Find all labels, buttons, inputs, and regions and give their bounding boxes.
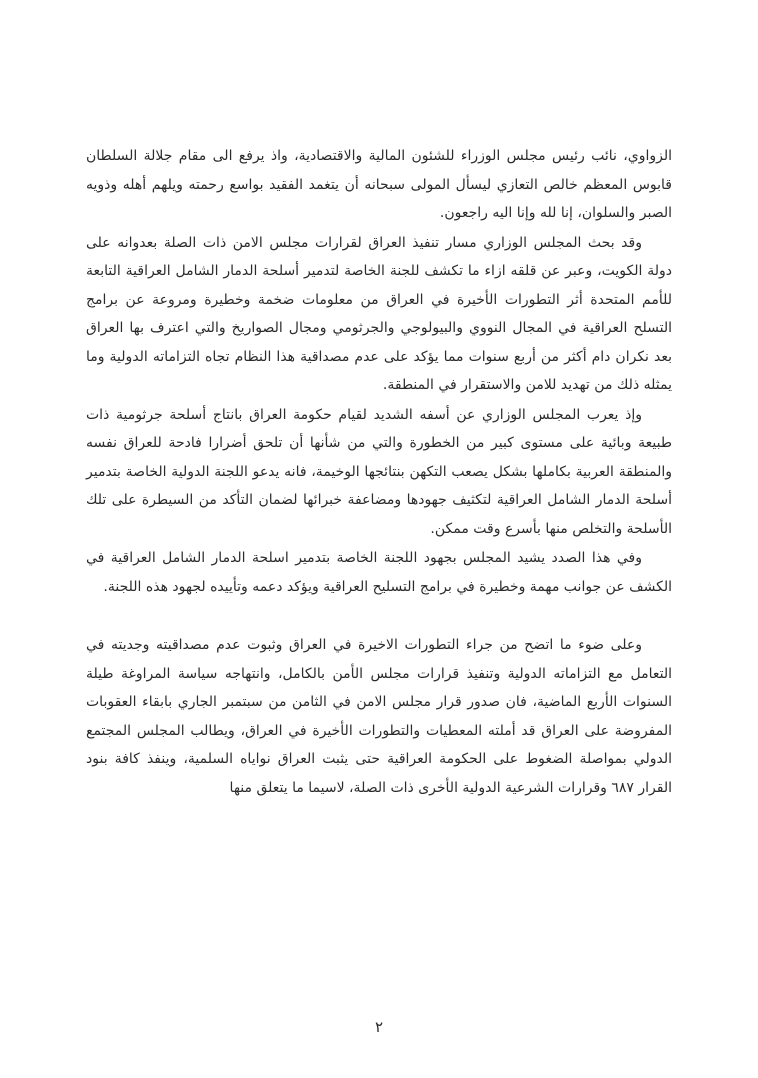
paragraph: وعلى ضوء ما اتضح من جراء التطورات الاخيرة في العراق وثبوت عدم مصداقيته وجديته في التعامل مع التزاماته الدولية وتنفيذ قرارات مجلس الأمن بالكامل، وانتهاجه سياسة المراوغة طيلة السنوات الأربع الماضية، فان صدور قرار مجلس الامن في الثامن من سبتمبر الجاري بابقاء العقوبات المفروضة على العراق قد أملته المعطيات والتطورات الأخيرة في العراق، ويطالب المجلس المجتمع الدولي بمواصلة الضغوط على الحكومة العراقية حتى يثبت العراق نواياه السلمية، وينفذ كافة بنود القرار ٦٨٧ وقرارات الشرعية الدولية الأخرى ذات الصلة، لاسيما ما يتعلق منها [86,637,672,796]
paragraph: وفي هذا الصدد يشيد المجلس بجهود اللجنة الخاصة بتدمير اسلحة الدمار الشامل العراقية في الكشف عن جوانب مهمة وخطيرة في برامج التسليح العراقية ويؤكد دعمه وتأييده لجهود هذه اللجنة. [86,550,672,595]
page-number: ٢ [374,1018,384,1036]
paragraph-continuation: الزواوي، نائب رئيس مجلس الوزراء للشئون المالية والاقتصادية، واذ يرفع الى مقام جلالة السلطان قابوس المعظم خالص التعازي ليسأل المولى سبحانه أن يتغمد الفقيد بواسع رحمته ويلهم أهله وذويه الصبر والسلوان، إنا لله وإنا اليه راجعون. [86,148,672,221]
paragraph: وإذ يعرب المجلس الوزاري عن أسفه الشديد لقيام حكومة العراق بانتاج أسلحة جرثومية ذات طبيعة وبائية على مستوى كبير من الخطورة والتي من شأنها أن تلحق أضرارا فادحة للعراق نفسه والمنطقة العربية بكاملها بشكل يصعب التكهن بنتائجها الوخيمة، فانه يدعو اللجنة الدولية الخاصة بتدمير أسلحة الدمار الشامل العراقية لتكثيف جهودها ومضاعفة خبرائها لضمان التأكد من السيطرة على تلك الأسلحة والتخلص منها بأسرع وقت ممكن. [86,406,672,537]
paragraph: وقد بحث المجلس الوزاري مسار تنفيذ العراق لقرارات مجلس الامن ذات الصلة بعدوانه على دولة الكويت، وعبر عن قلقه ازاء ما تكشف للجنة الخاصة لتدمير أسلحة الدمار الشامل العراقية التابعة للأمم المتحدة أثر التطورات الأخيرة في العراق من معلومات ضخمة وخطيرة ومروعة عن برامج التسلح العراقية في المجال النووي والبيولوجي والجرثومي ومجال الصواريخ والتي اعترف بها العراق بعد نكران دام أكثر من أربع سنوات مما يؤكد على عدم مصداقية هذا النظام تجاه التزاماته الدولية وما يمثله ذلك من تهديد للامن والاستقرار في المنطقة. [86,234,672,393]
text-block [86,142,672,803]
